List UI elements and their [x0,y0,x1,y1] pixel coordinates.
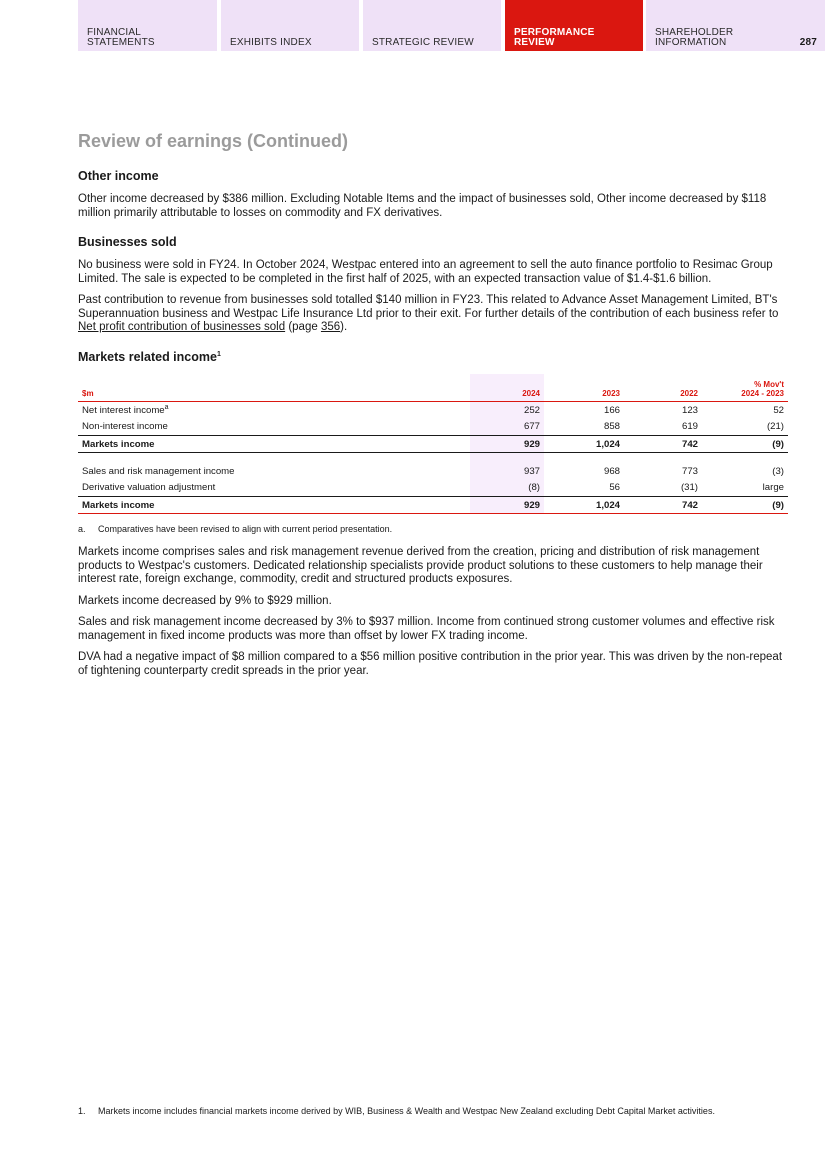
markets-paragraph-4: DVA had a negative impact of $8 million compared to a $56 million positive contribution in the prior year. This was driven by the non-repeat of tightening counterparty credit spreads in the prior year. [78,651,783,677]
table-footnote-marker: a. [78,524,86,534]
tab-financial-statements[interactable] [78,0,217,51]
footnote-reference: a [164,403,169,411]
other-income-heading: Other income [78,169,159,183]
markets-income-heading [78,349,788,365]
tab-label: SHAREHOLDER INFORMATION [655,27,734,48]
table-row [78,402,788,419]
cell-2024: 937 [470,463,544,480]
table-header-row [78,374,788,402]
cell-2022: 742 [624,497,702,514]
businesses-sold-paragraph-1: No business were sold in FY24. In October 2024, Westpac entered into an agreement to sell the auto finance portfolio to Resimac Group Limited. The sale is expected to be completed in the first half of 2025, with an expected transaction value of $1.4-$1.6 billion. [78,259,773,285]
row-label: Derivative valuation adjustment [82,482,216,494]
table-footnote [78,524,788,535]
cell-2023: 56 [609,482,620,494]
tab-label: STRATEGIC REVIEW [372,37,474,48]
cell-2024: 677 [470,419,544,436]
cell-movement: (9) [702,497,788,514]
cell-movement: 52 [773,404,784,416]
markets-income-table [78,374,788,515]
tab-shareholder-information[interactable] [646,0,825,51]
businesses-sold-paragraph-2 [78,294,788,335]
markets-paragraph-3: Sales and risk management income decreased by 3% to $937 million. Income from continued strong customer volumes and effective risk management in fixed income products was more than offset by lower FX trading income. [78,616,775,642]
paragraph-text: ). [340,321,348,333]
row-label-text: Net interest income [82,404,165,416]
tab-exhibits-index[interactable] [221,0,359,51]
table-row [78,419,788,436]
cell-2022: 619 [681,421,698,433]
page-footnote [78,1106,778,1117]
tab-label: EXHIBITS INDEX [230,37,312,48]
cell-movement: (21) [766,421,784,433]
page-number: 287 [799,37,817,48]
row-label: Markets income [78,497,470,514]
businesses-sold-link[interactable]: Net profit contribution of businesses sold [78,321,286,333]
header-unit: $m [82,389,94,398]
row-label: Markets income [78,436,470,453]
tab-label: PERFORMANCE REVIEW [514,27,595,48]
cell-movement: large [762,482,784,494]
cell-2022: 123 [681,404,698,416]
cell-2024: 252 [470,402,544,419]
cell-2022: (31) [680,482,698,494]
table-total-row [78,436,788,453]
page-footnote-marker: 1. [78,1106,86,1116]
cell-movement: (9) [702,436,788,453]
table-row [78,480,788,497]
businesses-sold-heading: Businesses sold [78,235,177,249]
tab-performance-review[interactable] [505,0,643,51]
row-label: Sales and risk management income [82,465,235,477]
paragraph-text: (page [285,321,321,333]
table-total-row [78,497,788,514]
tab-strategic-review[interactable] [363,0,501,51]
footnote-reference: 1 [216,350,221,358]
table-spacer [78,453,788,463]
page-title: Review of earnings (Continued) [78,131,349,151]
tab-label: FINANCIAL STATEMENTS [87,27,155,48]
cell-2023: 968 [603,465,620,477]
header-2023: 2023 [602,389,620,398]
page-link[interactable]: 356 [320,321,341,333]
cell-movement: (3) [772,465,784,477]
row-label: Non-interest income [82,421,168,433]
cell-2024: 929 [470,497,544,514]
cell-2024: 929 [470,436,544,453]
other-income-paragraph: Other income decreased by $386 million. Excluding Notable Items and the impact of businesses sold, Other income decreased by $118 million primarily attributable to losses on commodity and FX derivatives. [78,193,767,219]
header-movement [702,374,788,402]
header-movement-line-1: % Mov't [754,380,784,389]
table-footnote-text: Comparatives have been revised to align with current period presentation. [98,524,393,534]
row-label [78,402,470,419]
cell-2023: 1,024 [544,436,624,453]
cell-2023: 1,024 [544,497,624,514]
cell-2023: 858 [603,421,620,433]
cell-2023: 166 [603,404,620,416]
page-footnote-text: Markets income includes financial markets income derived by WIB, Business & Wealth and Westpac New Zealand excluding Debt Capital Market activities. [98,1106,715,1116]
top-navigation [78,0,825,51]
cell-2022: 742 [624,436,702,453]
header-2024: 2024 [470,374,544,402]
main-content [78,130,788,678]
header-movement-line-2: 2024 - 2023 [741,389,784,398]
markets-paragraph-2: Markets income decreased by 9% to $929 million. [78,594,332,607]
markets-paragraph-1: Markets income comprises sales and risk management revenue derived from the creation, pricing and distribution of risk management products to Westpac's customers. Dedicated relationship specialists provide product solutions to these customers to help manage their interest rate, foreign exchange, commodity, credit and structured products exposures. [78,546,763,585]
heading-text: Markets related income [78,349,217,364]
cell-2022: 773 [681,465,698,477]
cell-2024: (8) [470,480,544,497]
table-row [78,463,788,480]
header-2022: 2022 [680,389,698,398]
paragraph-text: Past contribution to revenue from businesses sold totalled $140 million in FY23. This related to Advance Asset Management Limited, BT's Superannuation business and Westpac Life Insurance Ltd prior to their exit. For further details of the contribution of each business refer to [78,294,779,320]
